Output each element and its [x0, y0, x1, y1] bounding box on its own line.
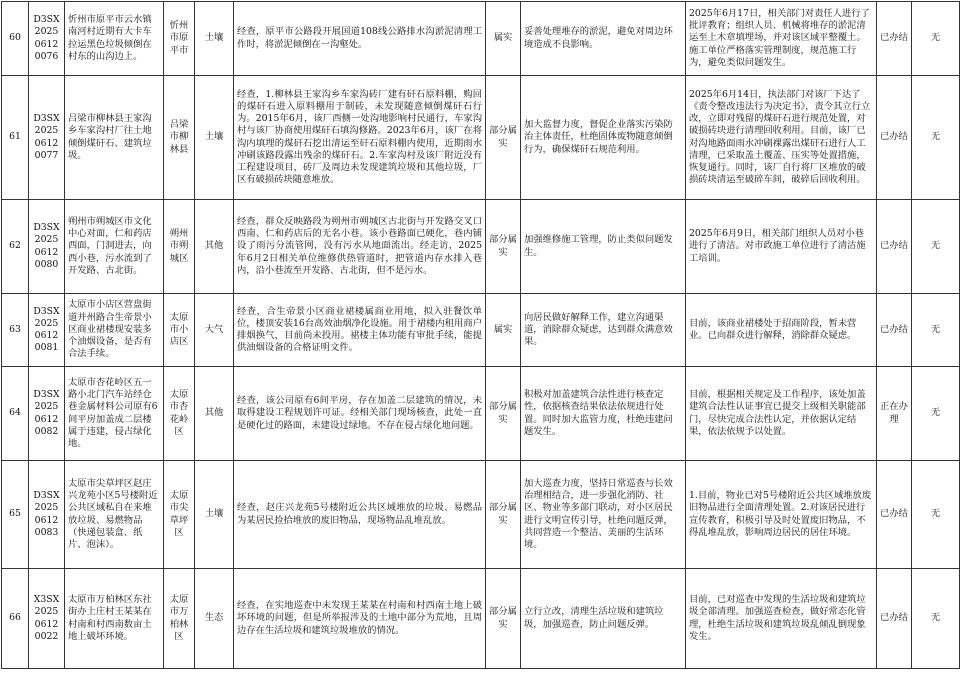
pollution-type: 土壤 — [195, 2, 234, 76]
complaints-table — [1, 1, 960, 669]
investigation-result: 经查，合生帝景小区商业裙楼属商业用地，拟入驻餐饮单位，楼顶安装16台高效油烟净化设施。用于裙楼内租用商户排烟换气，目前尚未投用。裙楼主体功能有审批手续，能提供油烟设备的合格证明文件。 — [234, 294, 486, 367]
accountability: 无 — [912, 569, 960, 669]
administrative-area: 太原市小店区 — [164, 294, 195, 367]
rectification-status: 目前，已对巡查中发现的生活垃圾和建筑垃圾全部清理。加强巡查检查，做好常态化管理，杜绝生活垃圾和建筑垃圾乱倾乱倒现象发生。 — [686, 569, 877, 669]
investigation-result: 经查，群众反映路段为朔州市朔城区古北街与开发路交叉口西南、仁和药店后的无名小巷。该小巷路面已硬化，巷内铺设了雨污分流管网，没有污水从地面流出。经走访，2025年6月2日相关单位维修供热管道时，把管道内存水排入巷内，沿小巷流至开发路、古北街，但不是污水。 — [234, 200, 486, 294]
table-row — [2, 76, 960, 200]
case-code: D3SX202506120081 — [29, 294, 65, 367]
table-row — [2, 294, 960, 367]
table-row — [2, 200, 960, 294]
table-row — [2, 2, 960, 76]
administrative-area: 太原市万柏林区 — [164, 569, 195, 669]
investigation-result: 经查，1.柳林县王家沟乡车家沟砖厂建有矸石原料棚，购回的煤矸石进入原料棚用于制砖，未发现随意倾倒煤矸石行为。2015年6月，该厂西侧一处沟地影响村民通行，车家沟村与该厂协商使用煤矸石填沟修路。2023年6月，该厂在将沟内填埋的煤矸石挖出清运至矸石原料棚内使用，近期雨水冲刷该路段露出残余的煤矸石。2.车家沟村及该厂附近没有工程建设项目，砖厂及周边未发现建筑垃圾和其他垃圾，厂区有破损砖块随意堆放。 — [234, 76, 486, 200]
handling-opinion: 加强维修施工管理，防止类似问题发生。 — [521, 200, 686, 294]
row-number: 60 — [2, 2, 29, 76]
administrative-area: 朔州市朔城区 — [164, 200, 195, 294]
verification-verdict: 属实 — [486, 294, 521, 367]
row-number: 65 — [2, 461, 29, 569]
row-number: 62 — [2, 200, 29, 294]
handling-opinion: 向居民做好解释工作，建立沟通渠道，消除群众疑虑，达到群众满意效果。 — [521, 294, 686, 367]
investigation-result: 经查，赵庄兴龙苑5号楼附近公共区域堆放的垃圾、易燃品为某居民捡拾堆放的废旧物品，现场物品乱堆乱放。 — [234, 461, 486, 569]
verification-verdict: 属实 — [486, 2, 521, 76]
table-row — [2, 461, 960, 569]
handling-opinion: 妥善处理堆存的淤泥，避免对周边环境造成不良影响。 — [521, 2, 686, 76]
accountability: 无 — [912, 461, 960, 569]
row-number: 64 — [2, 367, 29, 461]
row-number: 66 — [2, 569, 29, 669]
complaint-content: 朔州市朔城区市文化中心对面，仁和药店西面，门洞进去，向西小巷，污水流到了开发路、古北街。 — [65, 200, 164, 294]
rectification-status: 目前，该商业裙楼处于招商阶段，暂未营业。已向群众进行解释，消除群众疑虑。 — [686, 294, 877, 367]
accountability: 无 — [912, 2, 960, 76]
handling-opinion: 积极对加盖建筑合法性进行核查定性，依据核查结果依法依规进行处置。同时加大监管力度，杜绝违建问题发生。 — [521, 367, 686, 461]
table-row — [2, 569, 960, 669]
completion-status: 已办结 — [877, 294, 912, 367]
accountability: 无 — [912, 200, 960, 294]
verification-verdict: 部分属实 — [486, 200, 521, 294]
administrative-area: 太原市杏花岭区 — [164, 367, 195, 461]
pollution-type: 其他 — [195, 200, 234, 294]
row-number: 63 — [2, 294, 29, 367]
case-code: D3SX202506120080 — [29, 200, 65, 294]
completion-status: 已办结 — [877, 200, 912, 294]
completion-status: 已办结 — [877, 2, 912, 76]
pollution-type: 土壤 — [195, 461, 234, 569]
completion-status: 已办结 — [877, 461, 912, 569]
handling-opinion: 加大巡查力度，坚持日常巡查与长效治理相结合，进一步强化消防、社区、物业等多部门联动，对小区居民进行文明宣传引导，杜绝问题反弹，共同营造一个整洁、美丽的生活环境。 — [521, 461, 686, 569]
case-code: X3SX202506120022 — [29, 569, 65, 669]
complaint-content: 太原市小店区营盘街道并州路合生帝景小区商业裙楼现安装多个油烟设备，是否有合法手续。 — [65, 294, 164, 367]
handling-opinion: 立行立改，清理生活垃圾和建筑垃圾，加强巡查，防止问题反弹。 — [521, 569, 686, 669]
complaint-content: 吕梁市柳林县王家沟乡车家沟村厂往土地倾倒煤矸石、建筑垃圾。 — [65, 76, 164, 200]
complaint-content: 太原市万柏林区东社街办上庄村王某某在村南和村西南数亩土地上破坏环境。 — [65, 569, 164, 669]
case-code: D3SX202506120083 — [29, 461, 65, 569]
rectification-status: 2025年6月17日，相关部门对责任人进行了批评教育；组织人员、机械将堆存的淤泥清运至上木章填埋场，并对该区域平整覆土。施工单位严格落实管理制度，规范施工行为，避免类似问题发生。 — [686, 2, 877, 76]
accountability: 无 — [912, 294, 960, 367]
case-code: D3SX202506120077 — [29, 76, 65, 200]
handling-opinion: 加大监督力度，督促企业落实污染防治主体责任，杜绝固体废物随意倾倒行为，确保煤矸石规范利用。 — [521, 76, 686, 200]
case-code: D3SX202506120082 — [29, 367, 65, 461]
table-row — [2, 367, 960, 461]
rectification-status: 1.目前，物业已对5号楼附近公共区域堆放废旧物品进行全面清理处置。2.对该居民进行宣传教育，积极引导及时处置废旧物品，不得乱堆乱放，影响周边居民的居住环境。 — [686, 461, 877, 569]
complaint-content: 忻州市原平市云水镇南河村近期有大卡车拉运黑色垃圾倾倒在村东的山沟边上。 — [65, 2, 164, 76]
case-code: D3SX202506120076 — [29, 2, 65, 76]
accountability: 无 — [912, 76, 960, 200]
row-number: 61 — [2, 76, 29, 200]
investigation-result: 经查，原平市公路段开展国道108线公路排水沟淤泥清理工作时，将淤泥倾倒在一沟壑处。 — [234, 2, 486, 76]
accountability: 无 — [912, 367, 960, 461]
pollution-type: 其他 — [195, 367, 234, 461]
verification-verdict: 部分属实 — [486, 569, 521, 669]
completion-status: 正在办理 — [877, 367, 912, 461]
rectification-status: 目前，根据相关规定及工作程序，该处加盖建筑合法性认证事宜已提交上级相关职能部门，尽快完成合法性认定，并依据认定结果，依法依规予以处置。 — [686, 367, 877, 461]
completion-status: 已办结 — [877, 76, 912, 200]
complaint-content: 太原市尖草坪区赵庄兴龙苑小区5号楼附近公共区域私自在来堆放垃圾、易燃物品（快递包装盒、纸片、泡沫）。 — [65, 461, 164, 569]
verification-verdict: 部分属实 — [486, 76, 521, 200]
pollution-type: 大气 — [195, 294, 234, 367]
pollution-type: 土壤 — [195, 76, 234, 200]
pollution-type: 生态 — [195, 569, 234, 669]
rectification-status: 2025年6月9日，相关部门组织人员对小巷进行了清洁。对市政施工单位进行了清洁施工培训。 — [686, 200, 877, 294]
table-body — [2, 2, 960, 669]
investigation-result: 经查，在实地巡查中未发现王某某在村南和村西南土地上破坏环境的问题，但是所举报涉及的土地中部分为荒地，且周边存在生活垃圾和建筑垃圾堆放的情况。 — [234, 569, 486, 669]
verification-verdict: 部分属实 — [486, 461, 521, 569]
rectification-status: 2025年6月14日，执法部门对该厂下达了《责令整改违法行为决定书》，责令其立行立改，立即对残留的煤矸石进行规范处置，对破损砖块进行清理回收利用。目前，该厂已对沟地路面雨水冲刷裸露出煤矸石进行人工清理，已采取盖土覆盖、压实等处置措施，恢复通行。同时，该厂自行将厂区堆放的破损砖块清运至破碎车间，破碎后回收利用。 — [686, 76, 877, 200]
administrative-area: 吕梁市柳林县 — [164, 76, 195, 200]
administrative-area: 太原市尖草坪区 — [164, 461, 195, 569]
completion-status: 已办结 — [877, 569, 912, 669]
verification-verdict: 部分属实 — [486, 367, 521, 461]
administrative-area: 忻州市原平市 — [164, 2, 195, 76]
complaint-content: 太原市杏花岭区五一路小北门汽车站经仓巷金属材料公司原有6间平房加盖成二层楼属于违建，侵占绿化地。 — [65, 367, 164, 461]
investigation-result: 经查，该公司原有6间平房，存在加盖二层建筑的情况，未取得建设工程规划许可证。经相关部门现场核查，此处一直是硬化过的路面，未建设过绿地。不存在侵占绿化地问题。 — [234, 367, 486, 461]
